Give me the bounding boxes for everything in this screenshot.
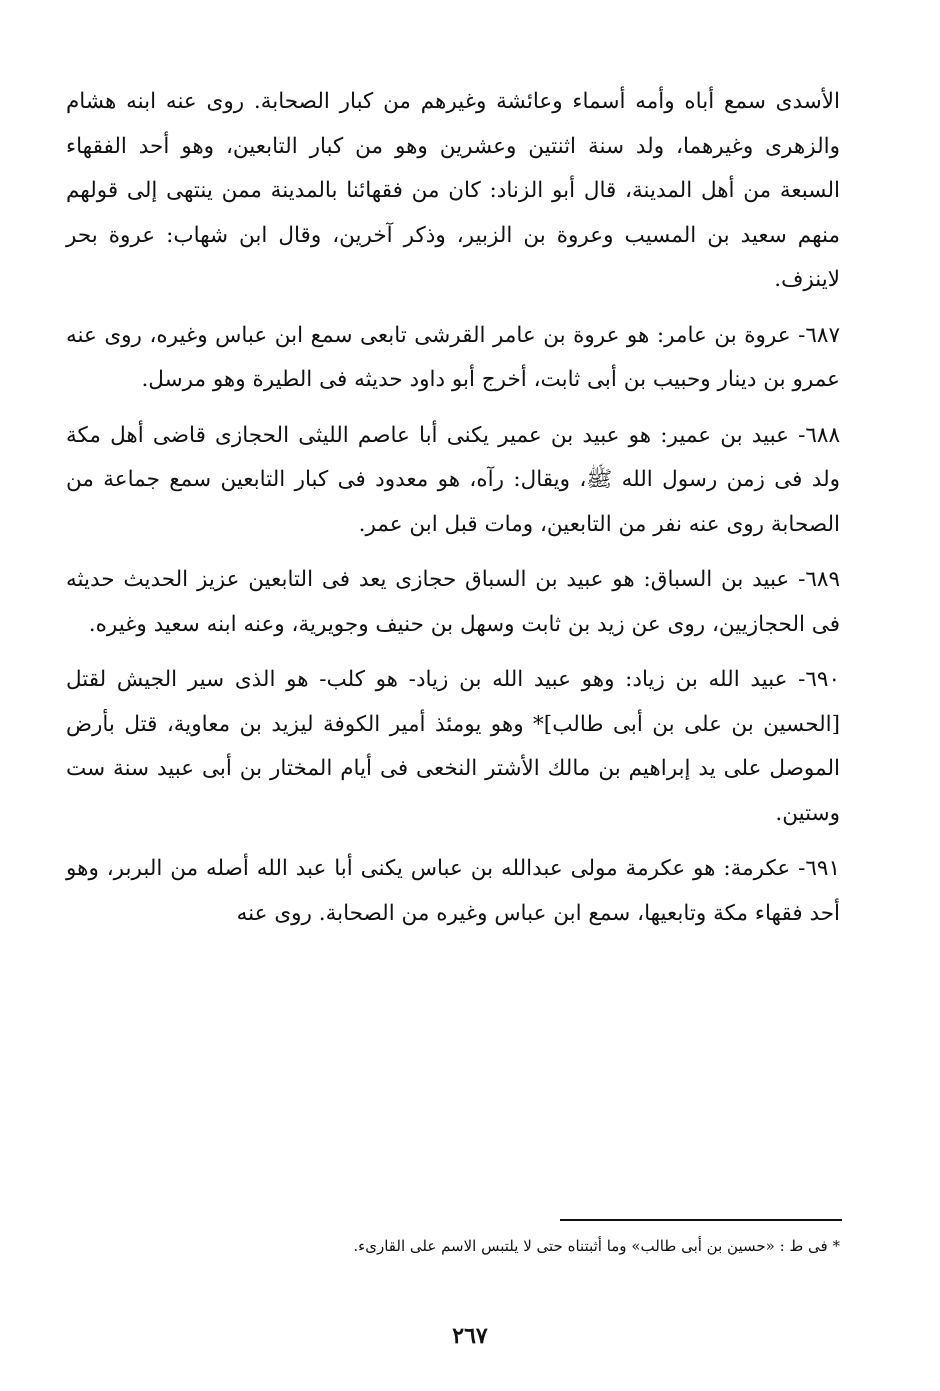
paragraph-entry-688: ٦٨٨- عبيد بن عمير: هو عبيد بن عمير يكنى أبا عاصم الليثى الحجازى قاضى أهل مكة ولد فى زمن رسول الله ﷺ، ويقال: رآه، هو معدود فى كبار التابعين سمع جماعة من الصحابة روى عنه نفر من التابعين، ومات قبل ابن عمر.: [66, 422, 840, 537]
page-number: ٢٦٧: [452, 1323, 488, 1349]
paragraph-entry-691: ٦٩١- عكرمة: هو عكرمة مولى عبدالله بن عباس يكنى أبا عبد الله أصله من البربر، وهو أحد فقهاء مكة وتابعيها، سمع ابن عباس وغيره من الصحابة. روى عنه: [66, 856, 840, 926]
paragraph-entry-687: ٦٨٧- عروة بن عامر: هو عروة بن عامر القرشى تابعى سمع ابن عباس وغيره، روى عنه عمرو بن دينار وحبيب بن أبى ثابت، أخرج أبو داود حديثه فى الطيرة وهو مرسل.: [66, 322, 840, 392]
body-text: [66, 80, 840, 947]
paragraph-entry-690: ٦٩٠- عبيد الله بن زياد: وهو عبيد الله بن زياد- هو كلب- هو الذى سير الجيش لقتل [الحسين بن على بن أبى طالب]* وهو يومئذ أمير الكوفة ليزيد بن معاوية، قتل بأرض الموصل على يد إبراهيم بن مالك الأشتر النخعى فى أيام المختار بن أبى عبيد سنة ست وستين.: [66, 667, 840, 826]
paragraph-entry-689: ٦٨٩- عبيد بن السباق: هو عبيد بن السباق حجازى يعد فى التابعين عزيز الحديث حديثه فى الحجازيين، روى عن زيد بن ثابت وسهل بن حنيف وجويرية، وعنه ابنه سعيد وغيره.: [66, 567, 840, 637]
footnote: * فى ط : «حسين بن أبى طالب» وما أثبتناه حتى لا يلتبس الاسم على القارىء.: [353, 1237, 840, 1255]
footnote-divider: [560, 1219, 842, 1221]
paragraph-intro: الأسدى سمع أباه وأمه أسماء وعائشة وغيرهم من كبار الصحابة. روى عنه ابنه هشام والزهرى وغيرهما، ولد سنة اثنتين وعشرين وهو من كبار التابعين، وهو أحد الفقهاء السبعة من أهل المدينة، قال أبو الزناد: كان من فقهائنا بالمدينة ممن ينتهى إلى قولهم منهم سعيد بن المسيب وعروة بن الزبير، وذكر آخرين، وقال ابن شهاب: عروة بحر لاينزف.: [66, 89, 840, 292]
